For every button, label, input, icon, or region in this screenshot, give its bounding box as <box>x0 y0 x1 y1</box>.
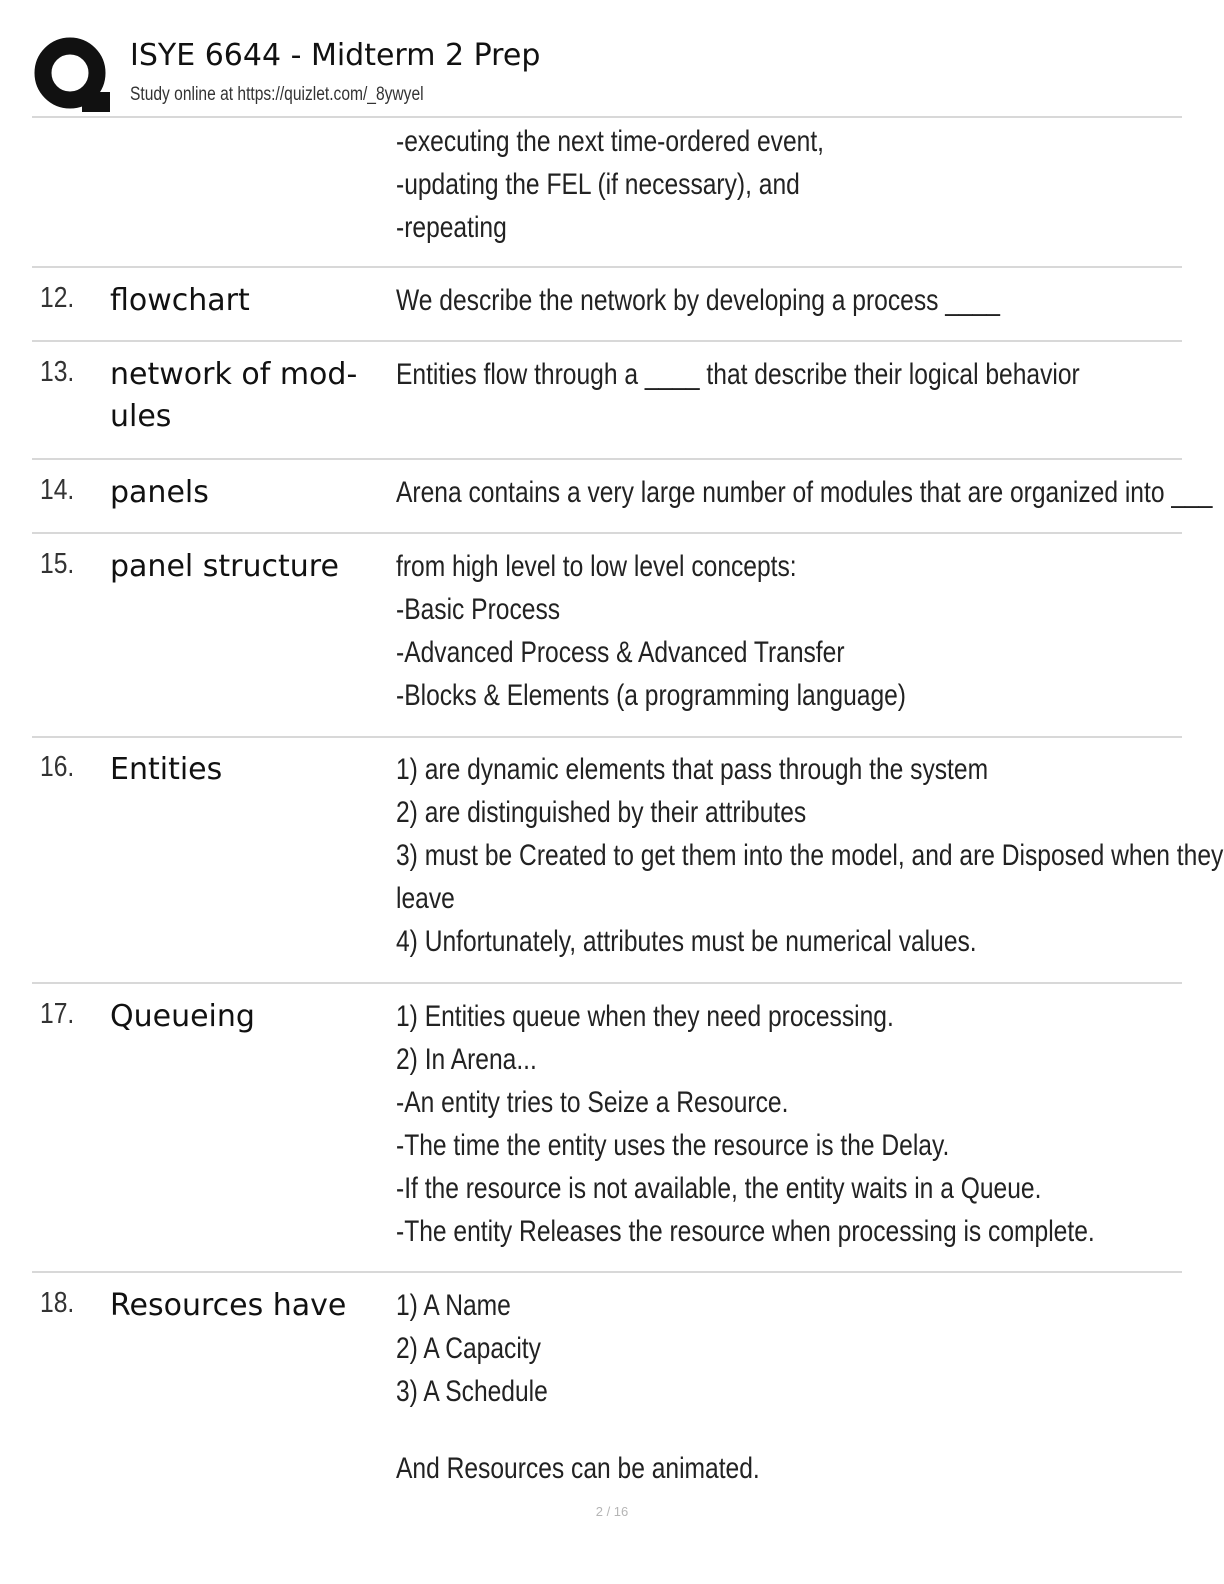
card-definition <box>396 995 1159 1253</box>
header-divider <box>32 116 1182 118</box>
definition-line: 3) must be Created to get them into the model, and are Disposed when they <box>396 839 1224 872</box>
definition-line: -repeating <box>396 211 507 244</box>
definition-line: 2) In Arena... <box>396 1043 537 1076</box>
definition-line: 3) A Schedule <box>396 1375 548 1408</box>
card-term: Queueing <box>110 999 255 1034</box>
study-online-link[interactable]: Study online at https://quizlet.com/_8ywyel <box>130 84 424 105</box>
card-term: Entities <box>110 752 223 787</box>
definition-line: -Blocks & Elements (a programming language) <box>396 679 907 712</box>
definition-line: 4) Unfortunately, attributes must be numerical values. <box>396 925 977 958</box>
card-number: 12. <box>40 282 75 314</box>
definition-line: -Basic Process <box>396 593 561 626</box>
definition-line: 2) A Capacity <box>396 1332 541 1365</box>
card-definition <box>396 545 1159 717</box>
row-divider <box>32 532 1182 534</box>
card-number: 18. <box>40 1287 75 1319</box>
definition-line: -The time the entity uses the resource is the Delay. <box>396 1129 950 1162</box>
definition-line: Arena contains a very large number of modules that are organized into ___ <box>396 476 1213 509</box>
card-term: Resources have <box>110 1288 347 1323</box>
row-divider <box>32 340 1182 342</box>
definition-line: -The entity Releases the resource when processing is complete. <box>396 1215 1095 1248</box>
definition-line: 1) Entities queue when they need processing. <box>396 1000 894 1033</box>
definition-line: leave <box>396 882 455 915</box>
definition-line: -An entity tries to Seize a Resource. <box>396 1086 789 1119</box>
row-divider <box>32 1271 1182 1273</box>
definition-line: -executing the next time-ordered event, <box>396 125 825 158</box>
card-definition <box>396 748 1224 963</box>
definition-line: 2) are distinguished by their attributes <box>396 796 807 829</box>
definition-line: We describe the network by developing a process ____ <box>396 284 1000 317</box>
card-number: 16. <box>40 751 75 783</box>
card-definition <box>396 279 1159 322</box>
definition-line: 1) A Name <box>396 1289 511 1322</box>
definition-line: Entities flow through a ____ that describe their logical behavior <box>396 358 1080 391</box>
card-number: 13. <box>40 356 75 388</box>
line-gap <box>396 1413 1159 1447</box>
page-header <box>34 32 1184 116</box>
definition-line: from high level to low level concepts: <box>396 550 797 583</box>
definition-line: And Resources can be animated. <box>396 1452 760 1485</box>
quizlet-logo-icon <box>34 36 110 112</box>
page-title: ISYE 6644 - Midterm 2 Prep <box>130 38 541 73</box>
definition-line: -If the resource is not available, the entity waits in a Queue. <box>396 1172 1042 1205</box>
row-divider <box>32 266 1182 268</box>
card-term: panel structure <box>110 549 339 584</box>
card-definition <box>396 1284 1159 1490</box>
card-term: flowchart <box>110 283 250 318</box>
card-definition <box>396 471 1213 514</box>
card-number: 14. <box>40 474 75 506</box>
row-divider <box>32 458 1182 460</box>
row-divider <box>32 736 1182 738</box>
card-number: 17. <box>40 998 75 1030</box>
card-definition <box>396 353 1159 396</box>
row-divider <box>32 982 1182 984</box>
definition-line: -Advanced Process & Advanced Transfer <box>396 636 845 669</box>
definition-line: -updating the FEL (if necessary), and <box>396 168 800 201</box>
card-term: panels <box>110 475 209 510</box>
page-number: 2 / 16 <box>595 1504 629 1519</box>
definition-line: 1) are dynamic elements that pass through the system <box>396 753 989 786</box>
card-term: network of mod- ules <box>110 357 358 434</box>
card-11-definition-continued <box>396 120 1159 249</box>
card-number: 15. <box>40 548 75 580</box>
